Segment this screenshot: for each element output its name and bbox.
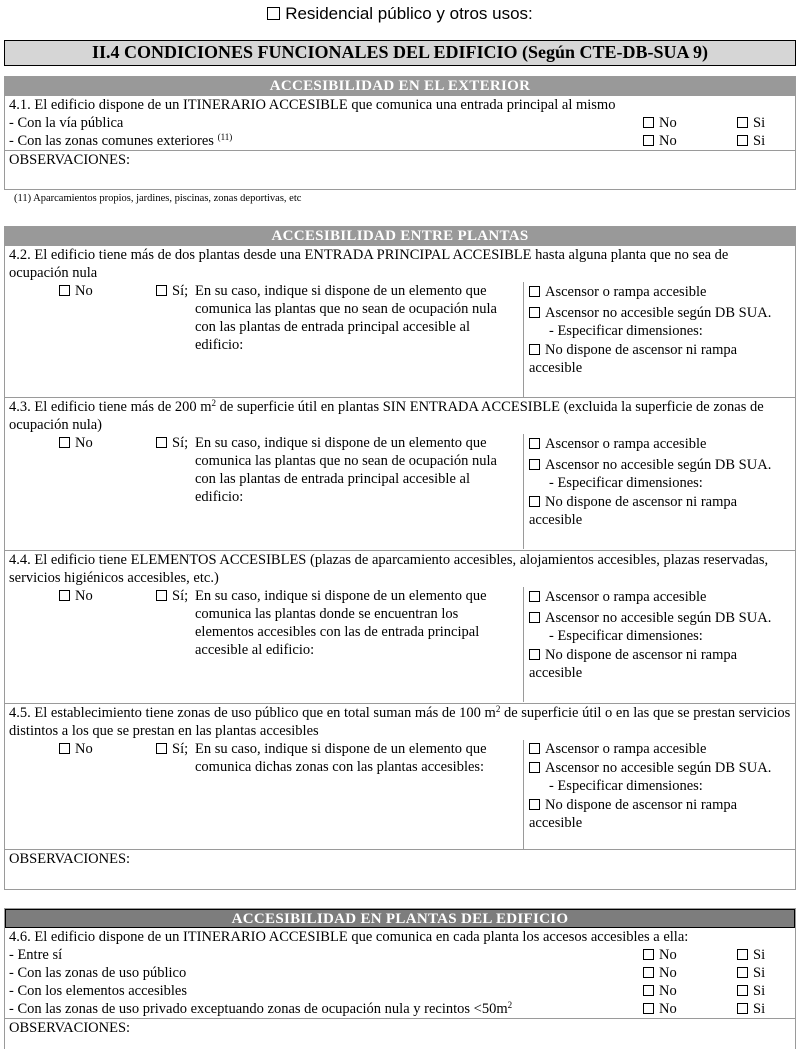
item-zonas-comunes	[9, 132, 795, 150]
option-ascensor-no-accesible: Ascensor no accesible según DB SUA.	[545, 760, 772, 776]
si-option[interactable]	[737, 946, 765, 964]
checkbox[interactable]	[529, 459, 540, 470]
si-option[interactable]	[737, 114, 765, 132]
specify-dimensions: - Especificar dimensiones:	[549, 778, 703, 794]
si-label: Sí;	[172, 588, 189, 604]
checkbox[interactable]	[59, 437, 70, 448]
option-ascensor-accesible: Ascensor o rampa accesible	[545, 284, 707, 300]
no-label: No	[75, 283, 93, 299]
question-text: 4.5. El establecimiento tiene zonas de uso público que en total suman más de 100 $m^2$ de superficie útil o en las que se prestan servicios distintos a los que se prestan en las plantas accesibles	[9, 704, 791, 739]
option-ascensor-accesible: Ascensor o rampa accesible	[545, 741, 707, 757]
observaciones-field[interactable]: OBSERVACIONES:	[9, 851, 131, 867]
checkbox[interactable]	[156, 437, 167, 448]
si-label: Si	[753, 965, 766, 981]
specify-dimensions: - Especificar dimensiones:	[549, 628, 703, 644]
footnote-ref: (11)	[217, 132, 233, 142]
item-label: - Con los elementos accesibles	[9, 983, 187, 999]
section-title: II.4 CONDICIONES FUNCIONALES DEL EDIFICIO (Según CTE-DB-SUA 9)	[4, 40, 796, 66]
checkbox[interactable]	[156, 590, 167, 601]
item-uso-privado	[9, 1000, 795, 1018]
checkbox[interactable]	[643, 135, 654, 146]
no-option[interactable]	[643, 946, 677, 964]
checkbox[interactable]	[529, 496, 540, 507]
no-option[interactable]	[643, 964, 677, 982]
checkbox[interactable]	[529, 799, 540, 810]
observaciones-field[interactable]: OBSERVACIONES:	[9, 1020, 131, 1036]
si-explanation: En su caso, indique si dispone de un elemento que comunica dichas zonas con las plantas accesibles:	[195, 741, 487, 775]
si-explanation: En su caso, indique si dispone de un elemento que comunica las plantas donde se encuentran los elementos accesibles con las de entrada principal accesible al edificio:	[195, 588, 487, 658]
question-text: 4.1. El edificio dispone de un ITINERARIO ACCESIBLE que comunica una entrada principal al mismo	[9, 97, 616, 113]
si-option[interactable]	[156, 587, 188, 605]
no-option[interactable]	[643, 1000, 677, 1018]
checkbox[interactable]	[737, 117, 748, 128]
no-label: No	[659, 115, 677, 131]
no-label: No	[75, 435, 93, 451]
si-option[interactable]	[737, 964, 765, 982]
si-option[interactable]	[737, 132, 765, 150]
option-ascensor-no-accesible: Ascensor no accesible según DB SUA.	[545, 305, 772, 321]
option-no-ascensor: No dispone de ascensor ni rampa accesible	[529, 494, 738, 528]
si-label: Si	[753, 115, 766, 131]
question-text: 4.3. El edificio tiene más de 200 $m^2$ de superficie útil en plantas SIN ENTRADA ACCESIBLE (excluida la superficie de zonas de ocupación nula)	[9, 398, 764, 433]
si-option[interactable]	[737, 982, 765, 1000]
section-entre-plantas	[4, 226, 796, 890]
checkbox[interactable]	[529, 307, 540, 318]
no-option[interactable]	[643, 114, 677, 132]
checkbox[interactable]	[737, 967, 748, 978]
question-text: 4.4. El edificio tiene ELEMENTOS ACCESIBLES (plazas de aparcamiento accesibles, alojamientos accesibles, plazas reservadas, servicios higiénicos accesibles, etc.)	[9, 552, 769, 586]
si-label: Sí;	[172, 283, 189, 299]
checkbox[interactable]	[529, 743, 540, 754]
no-label: No	[659, 133, 677, 149]
si-option[interactable]	[156, 434, 188, 452]
si-explanation: En su caso, indique si dispone de un elemento que comunica las plantas que no sean de ocupación nula con las plantas de entrada principal accesible al edificio:	[195, 435, 497, 505]
checkbox[interactable]	[737, 1003, 748, 1014]
footnote: (11) Aparcamientos propios, jardines, piscinas, zonas deportivas, etc	[14, 193, 302, 204]
checkbox[interactable]	[529, 591, 540, 602]
no-label: No	[659, 965, 677, 981]
option-ascensor-accesible: Ascensor o rampa accesible	[545, 436, 707, 452]
no-label: No	[659, 1001, 677, 1017]
option-no-ascensor: No dispone de ascensor ni rampa accesible	[529, 797, 738, 831]
option-no-ascensor: No dispone de ascensor ni rampa accesible	[529, 647, 738, 681]
observaciones-field[interactable]: OBSERVACIONES:	[9, 152, 131, 168]
checkbox[interactable]	[643, 967, 654, 978]
si-label: Sí;	[172, 435, 189, 451]
no-option[interactable]	[59, 282, 93, 300]
item-label: - Con la vía pública	[9, 115, 124, 131]
item-label: - Con las zonas de uso privado exceptuando zonas de ocupación nula y recintos <50m	[9, 1001, 508, 1017]
no-label: No	[659, 983, 677, 999]
item-label: - Entre sí	[9, 947, 63, 963]
option-ascensor-accesible: Ascensor o rampa accesible	[545, 589, 707, 605]
si-option[interactable]	[156, 282, 188, 300]
no-label: No	[659, 947, 677, 963]
checkbox[interactable]	[59, 743, 70, 754]
question-4-5	[5, 704, 795, 849]
checkbox[interactable]	[643, 985, 654, 996]
element-options	[529, 740, 789, 832]
si-option[interactable]	[156, 740, 188, 758]
checkbox[interactable]	[643, 1003, 654, 1014]
question-text: 4.6. El edificio dispone de un ITINERARIO ACCESIBLE que comunica en cada planta los accesos accesibles a ella:	[9, 929, 689, 945]
si-option[interactable]	[737, 1000, 765, 1018]
top-option-label: Residencial público y otros usos:	[285, 4, 533, 23]
specify-dimensions: - Especificar dimensiones:	[549, 323, 703, 339]
section-header: ACCESIBILIDAD EN EL EXTERIOR	[5, 77, 795, 96]
item-uso-publico	[9, 964, 795, 982]
checkbox[interactable]	[737, 985, 748, 996]
item-entre-si	[9, 946, 795, 964]
option-no-ascensor: No dispone de ascensor ni rampa accesible	[529, 342, 738, 376]
checkbox[interactable]	[643, 117, 654, 128]
si-label: Sí;	[172, 741, 189, 757]
no-option[interactable]	[59, 434, 93, 452]
specify-dimensions: - Especificar dimensiones:	[549, 475, 703, 491]
question-4-4	[5, 551, 795, 703]
section-header: ACCESIBILIDAD EN PLANTAS DEL EDIFICIO	[5, 909, 795, 928]
checkbox[interactable]	[529, 612, 540, 623]
question-text: 4.2. El edificio tiene más de dos plantas desde una ENTRADA PRINCIPAL ACCESIBLE hasta alguna planta que no sea de ocupación nula	[9, 247, 729, 281]
si-label: Si	[753, 1001, 766, 1017]
question-4-1	[5, 96, 795, 150]
item-label: - Con las zonas de uso público	[9, 965, 187, 981]
option-ascensor-no-accesible: Ascensor no accesible según DB SUA.	[545, 610, 772, 626]
checkbox[interactable]	[156, 743, 167, 754]
option-ascensor-no-accesible: Ascensor no accesible según DB SUA.	[545, 457, 772, 473]
no-option[interactable]	[59, 587, 93, 605]
top-option	[0, 4, 800, 24]
checkbox[interactable]	[529, 286, 540, 297]
section-header: ACCESIBILIDAD ENTRE PLANTAS	[5, 227, 795, 246]
no-label: No	[75, 741, 93, 757]
checkbox[interactable]	[737, 135, 748, 146]
checkbox[interactable]	[529, 649, 540, 660]
checkbox[interactable]	[737, 949, 748, 960]
item-label: - Con las zonas comunes exteriores	[9, 133, 218, 149]
section-en-plantas	[4, 908, 796, 1049]
checkbox[interactable]	[643, 949, 654, 960]
superscript: 2	[507, 1000, 513, 1010]
element-options	[529, 434, 789, 529]
question-4-3	[5, 398, 795, 550]
item-elementos-accesibles	[9, 982, 795, 1000]
no-option[interactable]	[643, 132, 677, 150]
si-label: Si	[753, 983, 766, 999]
section-exterior	[4, 76, 796, 190]
checkbox[interactable]	[59, 285, 70, 296]
checkbox[interactable]	[267, 7, 280, 20]
si-explanation: En su caso, indique si dispone de un elemento que comunica las plantas que no sean de ocupación nula con las plantas de entrada principal accesible al edificio:	[195, 283, 497, 353]
question-4-2	[5, 246, 795, 397]
checkbox[interactable]	[529, 762, 540, 773]
checkbox[interactable]	[59, 590, 70, 601]
question-4-6	[5, 928, 795, 1018]
si-label: Si	[753, 947, 766, 963]
element-options	[529, 587, 789, 682]
element-options	[529, 282, 789, 377]
checkbox[interactable]	[529, 438, 540, 449]
item-via-publica	[9, 114, 795, 132]
no-label: No	[75, 588, 93, 604]
no-option[interactable]	[59, 740, 93, 758]
checkbox[interactable]	[529, 344, 540, 355]
si-label: Si	[753, 133, 766, 149]
checkbox[interactable]	[156, 285, 167, 296]
no-option[interactable]	[643, 982, 677, 1000]
